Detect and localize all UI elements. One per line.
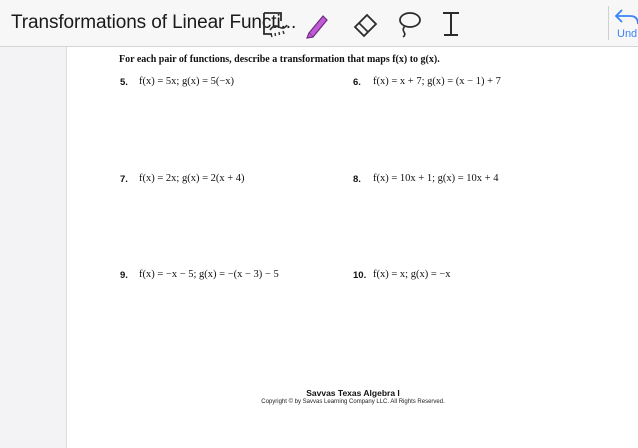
problem-equation: f(x) = 5x; g(x) = 5(−x) (139, 76, 235, 87)
problem-number: 10. (353, 270, 367, 281)
problem-equation: f(x) = 10x + 1; g(x) = 10x + 4 (373, 173, 499, 184)
document-title[interactable]: Transformations of Linear Functi... (11, 12, 297, 33)
problem-equation: f(x) = 2x; g(x) = 2(x + 4) (139, 173, 245, 184)
undo-button[interactable] (612, 6, 638, 42)
pen-icon[interactable] (301, 8, 333, 40)
problem-number: 8. (353, 174, 361, 185)
problem-number: 5. (120, 77, 128, 88)
lasso-select-icon[interactable] (259, 8, 291, 40)
problem-equation: f(x) = −x − 5; g(x) = −(x − 3) − 5 (139, 269, 279, 280)
problem-number: 7. (120, 174, 128, 185)
problem-equation: f(x) = x; g(x) = −x (373, 269, 451, 280)
toolbar-divider (608, 6, 609, 40)
undo-icon (612, 6, 638, 28)
left-margin (0, 47, 66, 448)
eraser-icon[interactable] (349, 8, 381, 40)
problem-number: 9. (120, 270, 128, 281)
footer-copyright: Copyright © by Savvas Learning Company LLC. All Rights Reserved. (261, 399, 445, 405)
problem-number: 6. (353, 77, 361, 88)
text-icon[interactable] (435, 8, 467, 40)
worksheet-page[interactable] (66, 47, 638, 448)
instructions: For each pair of functions, describe a transformation that maps f(x) to g(x). (119, 54, 440, 65)
toolbar (0, 0, 638, 47)
undo-label: Und (617, 28, 638, 40)
lasso-icon[interactable] (393, 8, 425, 40)
problem-equation: f(x) = x + 7; g(x) = (x − 1) + 7 (373, 76, 501, 87)
footer-title: Savvas Texas Algebra I (306, 388, 400, 398)
